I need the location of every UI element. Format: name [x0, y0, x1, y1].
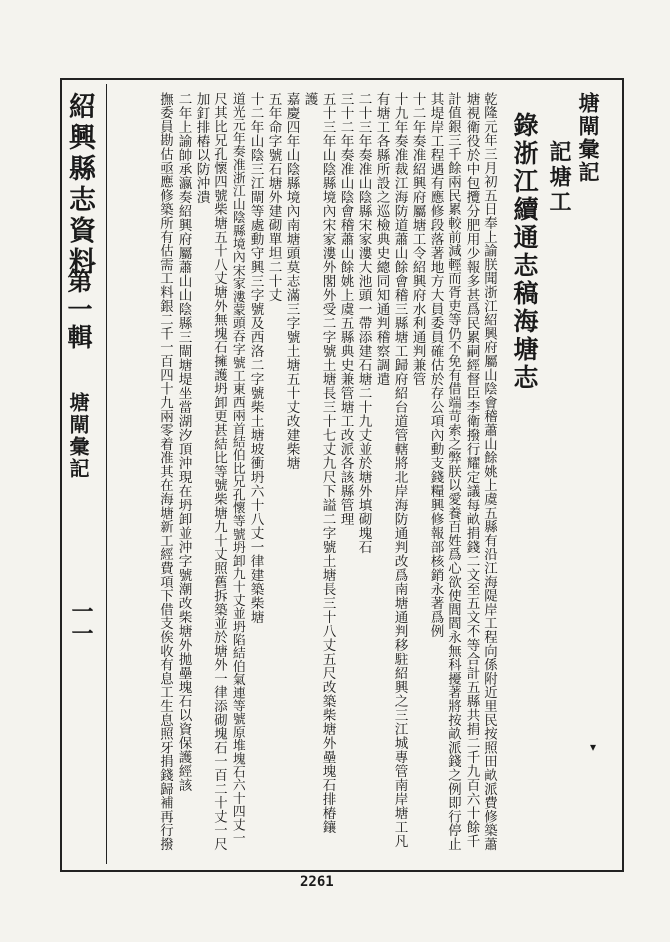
margin-page-number: 一一	[68, 600, 94, 644]
source-title: 錄浙江續通志稿海塘志	[510, 112, 539, 392]
text-column: 護	[301, 92, 318, 106]
text-column: 十二年奏准紹興府屬塘工令紹興府水利通判兼管	[409, 92, 426, 386]
margin-volume-label: 第一輯	[64, 268, 93, 352]
folio-number: 2261	[300, 874, 334, 890]
text-column: 有塘工各縣所設之巡檢典史總同知通判稽察調遣	[373, 92, 390, 386]
text-column: 二十三年奏准山陰縣宋家漊大池頭一帶添建石塘二十九丈並於塘外填砌塊石	[355, 92, 372, 554]
text-column: 十九年奏准裁江海防道蕭山餘會稽三縣塘工歸府紹台道管轄將北岸海防通判改爲南塘通判移駐紹興之三江城專管南岸塘工凡	[391, 92, 408, 848]
text-column: 乾隆元年三月初五日奉上諭朕聞浙江紹興府屬山陰會稽蕭山餘姚上虞五縣有沿江海隄岸工程向係附近里民按照田畝派費修築蕭	[481, 92, 497, 851]
text-column: 計值銀三千餘兩民累較前減輕而胥吏等仍不免有借端苛索之弊朕以愛養百姓爲心欲使閭閻永無科擾著將按畝派錢之例即行停止	[445, 92, 461, 851]
text-column: 嘉慶四年山陰縣境內南塘頭莫志滿三字號土塘五十丈改建柴塘	[283, 92, 300, 470]
collection-title: 塘閘彙記	[576, 92, 601, 184]
margin-gazetteer-title: 紹興縣志資料	[64, 92, 95, 278]
ink-mark: ▾	[590, 740, 597, 754]
text-column: 五年命字號石塘外建砌單坦二十丈	[265, 92, 282, 302]
text-column: 塘視衛役於中包攬分肥用少報多甚爲民累嗣經督臣李衛撥行耀定議每畝捐錢二文至五文不等合計五縣共捐二千九百六十餘千	[463, 92, 480, 848]
text-column: 尺其比兄孔懷四號柴塘五十八丈塘外無塊石擁護坍卸更甚結比等號柴塘九十丈照舊拆築並於塘外一律添砌塊石一百二十丈一尺	[211, 92, 227, 851]
text-column: 道光元年奏准浙江山陰縣境內宋家漊蒙頭吞字號工東西兩首結伯比兄孔懷等號坍卸九十丈並坍陷結伯氣連等號原堆塊石六十四丈一	[229, 92, 245, 845]
text-column: 加釘排樁以防沖潰	[193, 92, 210, 204]
text-column: 其堤岸工程遇有應修段落著地方大員委員確估於存公項內動支錢糧興修報部核銷永著爲例	[427, 92, 444, 638]
text-column: 撫委員勘估亟應修築所有估需工料銀二千一百四十九兩零着准其在海塘新工經費項下借支俟收有息工生息照牙捐錢歸補再行撥	[157, 92, 173, 851]
text-column: 三十二年奏准山陰會稽蕭山餘姚上虞五縣典史兼管塘工改派各該縣管理	[337, 92, 354, 526]
margin-section-label: 塘閘彙記	[66, 392, 90, 480]
text-column: 二年上諭帥承瀛奏紹興府屬蕭山山陰縣三閘塘堤坐當湖汐頂沖現在坍卸並沖字號潮改柴塘外拋壘塊石以資保護經該	[175, 92, 192, 792]
text-column: 五十三年山陰縣境內宋家漊外閣外受二字號土塘長三十七丈九尺下謚二字號土塘長三十八丈五尺改築柴塘外壘塊石排椿鑲	[319, 92, 336, 834]
section-title: 記塘工	[546, 140, 572, 215]
text-column: 十二年山陰三江閘等處動守興三字號及西洛二字號柴土塘坡衝坍六十八丈一律建築柴塘	[247, 92, 264, 624]
